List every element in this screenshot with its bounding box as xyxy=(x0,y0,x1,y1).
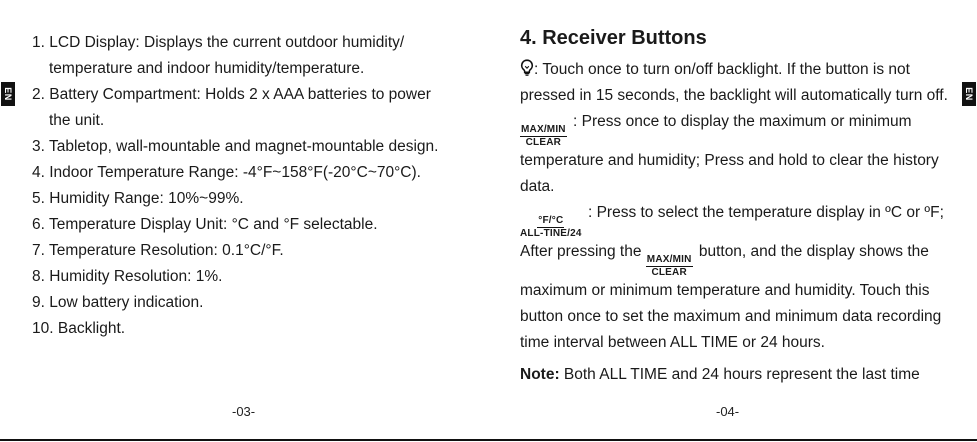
list-item xyxy=(32,316,472,342)
item-text: Temperature Display Unit: °C and °F selectable. xyxy=(48,216,378,233)
list-item xyxy=(32,186,472,212)
item-number: 5. xyxy=(32,190,45,207)
maxmin-paragraph xyxy=(520,109,950,200)
language-tab-label: EN xyxy=(2,87,13,101)
page-number-left: -03- xyxy=(232,404,256,419)
note-paragraph xyxy=(520,362,950,388)
bottom-rule xyxy=(0,439,977,441)
item-text: Humidity Resolution: 1%. xyxy=(49,268,223,285)
right-page xyxy=(488,0,977,442)
item-text: Indoor Temperature Range: -4°F~158°F(-20°C~70°C). xyxy=(49,164,421,181)
item-text-continued: temperature and indoor humidity/temperature. xyxy=(49,60,365,77)
maxmin-label: MAX/MIN xyxy=(521,124,566,135)
list-item xyxy=(32,212,472,238)
item-number: 2. xyxy=(32,86,45,103)
list-item xyxy=(32,238,472,264)
list-item xyxy=(32,264,472,290)
language-tab-right xyxy=(962,82,976,106)
backlight-paragraph xyxy=(520,57,950,109)
clear-label: CLEAR xyxy=(525,137,562,148)
feature-list xyxy=(32,30,472,342)
item-number: 4. xyxy=(32,164,45,181)
item-number: 1. xyxy=(32,34,45,51)
item-number: 10. xyxy=(32,320,54,337)
item-text: LCD Display: Displays the current outdoor humidity/ xyxy=(49,34,405,51)
item-number: 8. xyxy=(32,268,45,285)
item-text-continued: the unit. xyxy=(49,112,105,129)
item-number: 7. xyxy=(32,242,45,259)
item-number: 3. xyxy=(32,138,45,155)
inline-clear-label: CLEAR xyxy=(651,267,687,278)
list-item xyxy=(32,160,472,186)
maxmin-description: : Press once to display the maximum or minimum temperature and humidity; Press and hold to clear the history data. xyxy=(520,113,939,195)
list-item xyxy=(32,134,472,160)
unit-description-a: : Press to select the temperature display in ºC or ºF; After pressing the xyxy=(520,204,944,260)
page-number-right: -04- xyxy=(716,404,740,419)
maxmin-clear-button-label xyxy=(520,125,567,148)
language-tab-left xyxy=(1,82,15,106)
unit-label: °F/°C xyxy=(538,215,564,226)
item-text: Temperature Resolution: 0.1°C/°F. xyxy=(48,242,284,259)
left-page xyxy=(0,0,488,442)
item-text: Battery Compartment: Holds 2 x AAA batteries to power xyxy=(49,86,431,103)
alltime-label: ALL-TINE/24 xyxy=(520,228,582,239)
item-number: 6. xyxy=(32,216,45,233)
language-tab-label: EN xyxy=(963,87,974,101)
note-label: Note: xyxy=(520,366,560,383)
unit-description-b: button, and the display shows the maximum or minimum temperature and humidity. Touch this button once to set the maximum and minimum data recording time interval between ALL TIME or 24 hours. xyxy=(520,243,942,351)
list-item xyxy=(32,290,472,316)
list-item xyxy=(32,30,472,82)
unit-paragraph xyxy=(520,200,950,356)
unit-alltime-button-label xyxy=(520,216,582,239)
section-body xyxy=(520,57,950,388)
inline-maxmin-clear-label xyxy=(646,255,693,278)
item-number: 9. xyxy=(32,294,45,311)
section-title: 4. Receiver Buttons xyxy=(520,27,707,49)
note-text: Both ALL TIME and 24 hours represent the last time xyxy=(559,366,920,383)
item-text: Low battery indication. xyxy=(49,294,204,311)
backlight-description: : Touch once to turn on/off backlight. If the button is not pressed in 15 seconds, the backlight will automatically turn off. xyxy=(520,61,948,104)
item-text: Tabletop, wall-mountable and magnet-mountable design. xyxy=(48,138,439,155)
item-text: Humidity Range: 10%~99%. xyxy=(49,190,244,207)
lightbulb-icon xyxy=(520,59,534,76)
list-item xyxy=(32,82,472,134)
inline-maxmin-label: MAX/MIN xyxy=(646,254,692,265)
item-text: Backlight. xyxy=(57,320,126,337)
